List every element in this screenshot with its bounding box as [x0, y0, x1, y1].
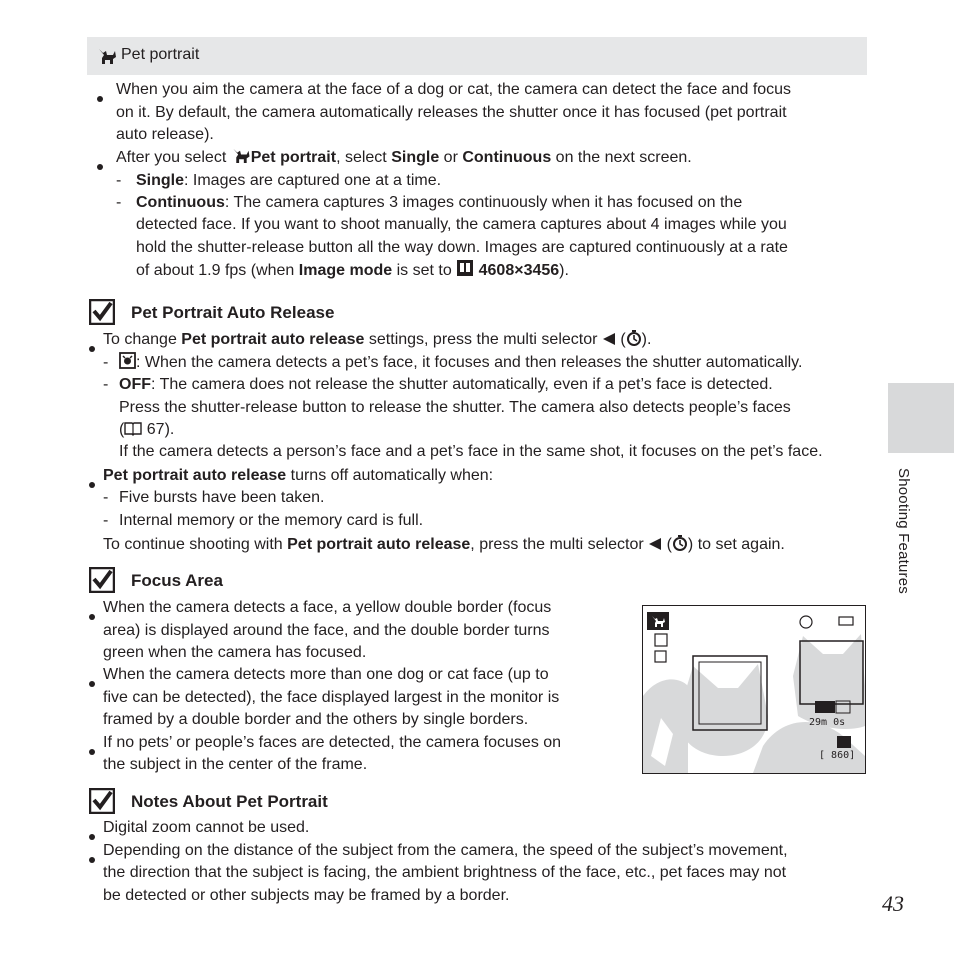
auto-release-b1: To change Pet portrait auto release settings, press the multi selector ( ).	[103, 331, 652, 348]
bullet-dot	[89, 857, 95, 863]
pet-scene-illustration	[643, 606, 865, 773]
remaining-time-readout: 29m 0s	[809, 717, 846, 728]
auto-release-cond2: Internal memory or the memory card is full.	[119, 512, 424, 529]
dog-icon	[97, 47, 117, 65]
self-timer-icon	[626, 330, 642, 346]
focus-line7: If no pets’ or people’s faces are detected, the camera focuses on	[103, 734, 562, 751]
checkmark-note-icon	[89, 788, 115, 814]
focus-line3: green when the camera has focused.	[103, 644, 367, 661]
bullet-dot	[89, 834, 95, 840]
focus-line8: the subject in the center of the frame.	[103, 756, 368, 773]
auto-release-off-line4: If the camera detects a person’s face and a pet’s face in the same shot, it focuses on the pet’s face.	[119, 443, 823, 460]
intro-b1-line3: auto release).	[116, 126, 214, 143]
auto-release-cond1: Five bursts have been taken.	[119, 489, 325, 506]
camera-screen-illustration	[642, 605, 866, 774]
dog-icon	[231, 147, 251, 164]
banner-title: Pet portrait	[121, 46, 200, 63]
auto-release-off-line1: OFF: The camera does not release the shutter automatically, even if a pet’s face is detected.	[119, 376, 773, 393]
focus-line1: When the camera detects a face, a yellow double border (focus	[103, 599, 552, 616]
focus-area-heading: Focus Area	[131, 571, 223, 590]
auto-release-off-line2: Press the shutter-release button to release the shutter. The camera also detects people’s faces	[119, 399, 791, 416]
bullet-dot	[97, 164, 103, 170]
notes-heading: Notes About Pet Portrait	[131, 792, 328, 811]
remaining-shots-readout: [ 860]	[819, 750, 856, 761]
intro-b1-line2: on it. By default, the camera automatically releases the shutter once it has focused (pet portrait	[116, 104, 787, 121]
continuous-line3: hold the shutter-release button all the way down. Images are captured continuously at a rate	[136, 239, 788, 256]
continuous-line4: of about 1.9 fps (when Image mode is set to 4608×3456).	[136, 259, 569, 283]
bullet-dot	[89, 482, 95, 488]
side-tab-label: Shooting Features	[895, 468, 912, 594]
book-reference-icon	[124, 421, 142, 436]
section-banner	[87, 37, 867, 75]
image-size-icon	[456, 259, 474, 277]
intro-b1-line1: When you aim the camera at the face of a dog or cat, the camera can detect the face and focus	[116, 81, 792, 98]
bullet-dot	[89, 681, 95, 687]
side-tab-marker	[888, 383, 954, 453]
checkmark-note-icon	[89, 567, 115, 593]
page-number: 43	[882, 891, 904, 916]
notes-b2-line1: Depending on the distance of the subject from the camera, the speed of the subject’s movement,	[103, 842, 788, 859]
auto-release-heading: Pet Portrait Auto Release	[131, 303, 335, 322]
notes-b1: Digital zoom cannot be used.	[103, 819, 310, 836]
notes-b2-line3: be detected or other subjects may be framed by a border.	[103, 887, 510, 904]
focus-line5: five can be detected), the face displayed largest in the monitor is	[103, 689, 560, 706]
single-desc: Single: Images are captured one at a time.	[136, 172, 442, 189]
focus-line2: area) is displayed around the face, and the double border turns	[103, 622, 550, 639]
continuous-line1: Continuous: The camera captures 3 images continuously when it has focused on the	[136, 194, 743, 211]
bullet-dot	[89, 749, 95, 755]
auto-release-b2: Pet portrait auto release turns off automatically when:	[103, 467, 494, 484]
bullet-dot	[89, 346, 95, 352]
focus-line4: When the camera detects more than one dog or cat face (up to	[103, 666, 549, 683]
auto-release-continue: To continue shooting with Pet portrait auto release, press the multi selector ( ) to set again.	[103, 536, 785, 553]
pet-auto-release-icon	[119, 352, 136, 369]
bullet-dot	[89, 614, 95, 620]
bullet-dot	[97, 96, 103, 102]
triangle-left-icon	[602, 332, 616, 346]
focus-line6: framed by a double border and the others by single borders.	[103, 711, 529, 728]
checkmark-note-icon	[89, 299, 115, 325]
auto-release-off-line3: ( 67).	[119, 421, 175, 438]
continuous-line2: detected face. If you want to shoot manually, the camera captures about 4 images while you	[136, 216, 787, 233]
self-timer-icon	[672, 535, 688, 551]
notes-b2-line2: the direction that the subject is facing, the ambient brightness of the face, etc., pet faces may not	[103, 864, 787, 881]
intro-b2: After you select Pet portrait, select Single or Continuous on the next screen.	[116, 149, 692, 166]
auto-release-on-desc: : When the camera detects a pet’s face, it focuses and then releases the shutter automatically.	[119, 352, 802, 375]
triangle-left-icon	[648, 537, 662, 551]
